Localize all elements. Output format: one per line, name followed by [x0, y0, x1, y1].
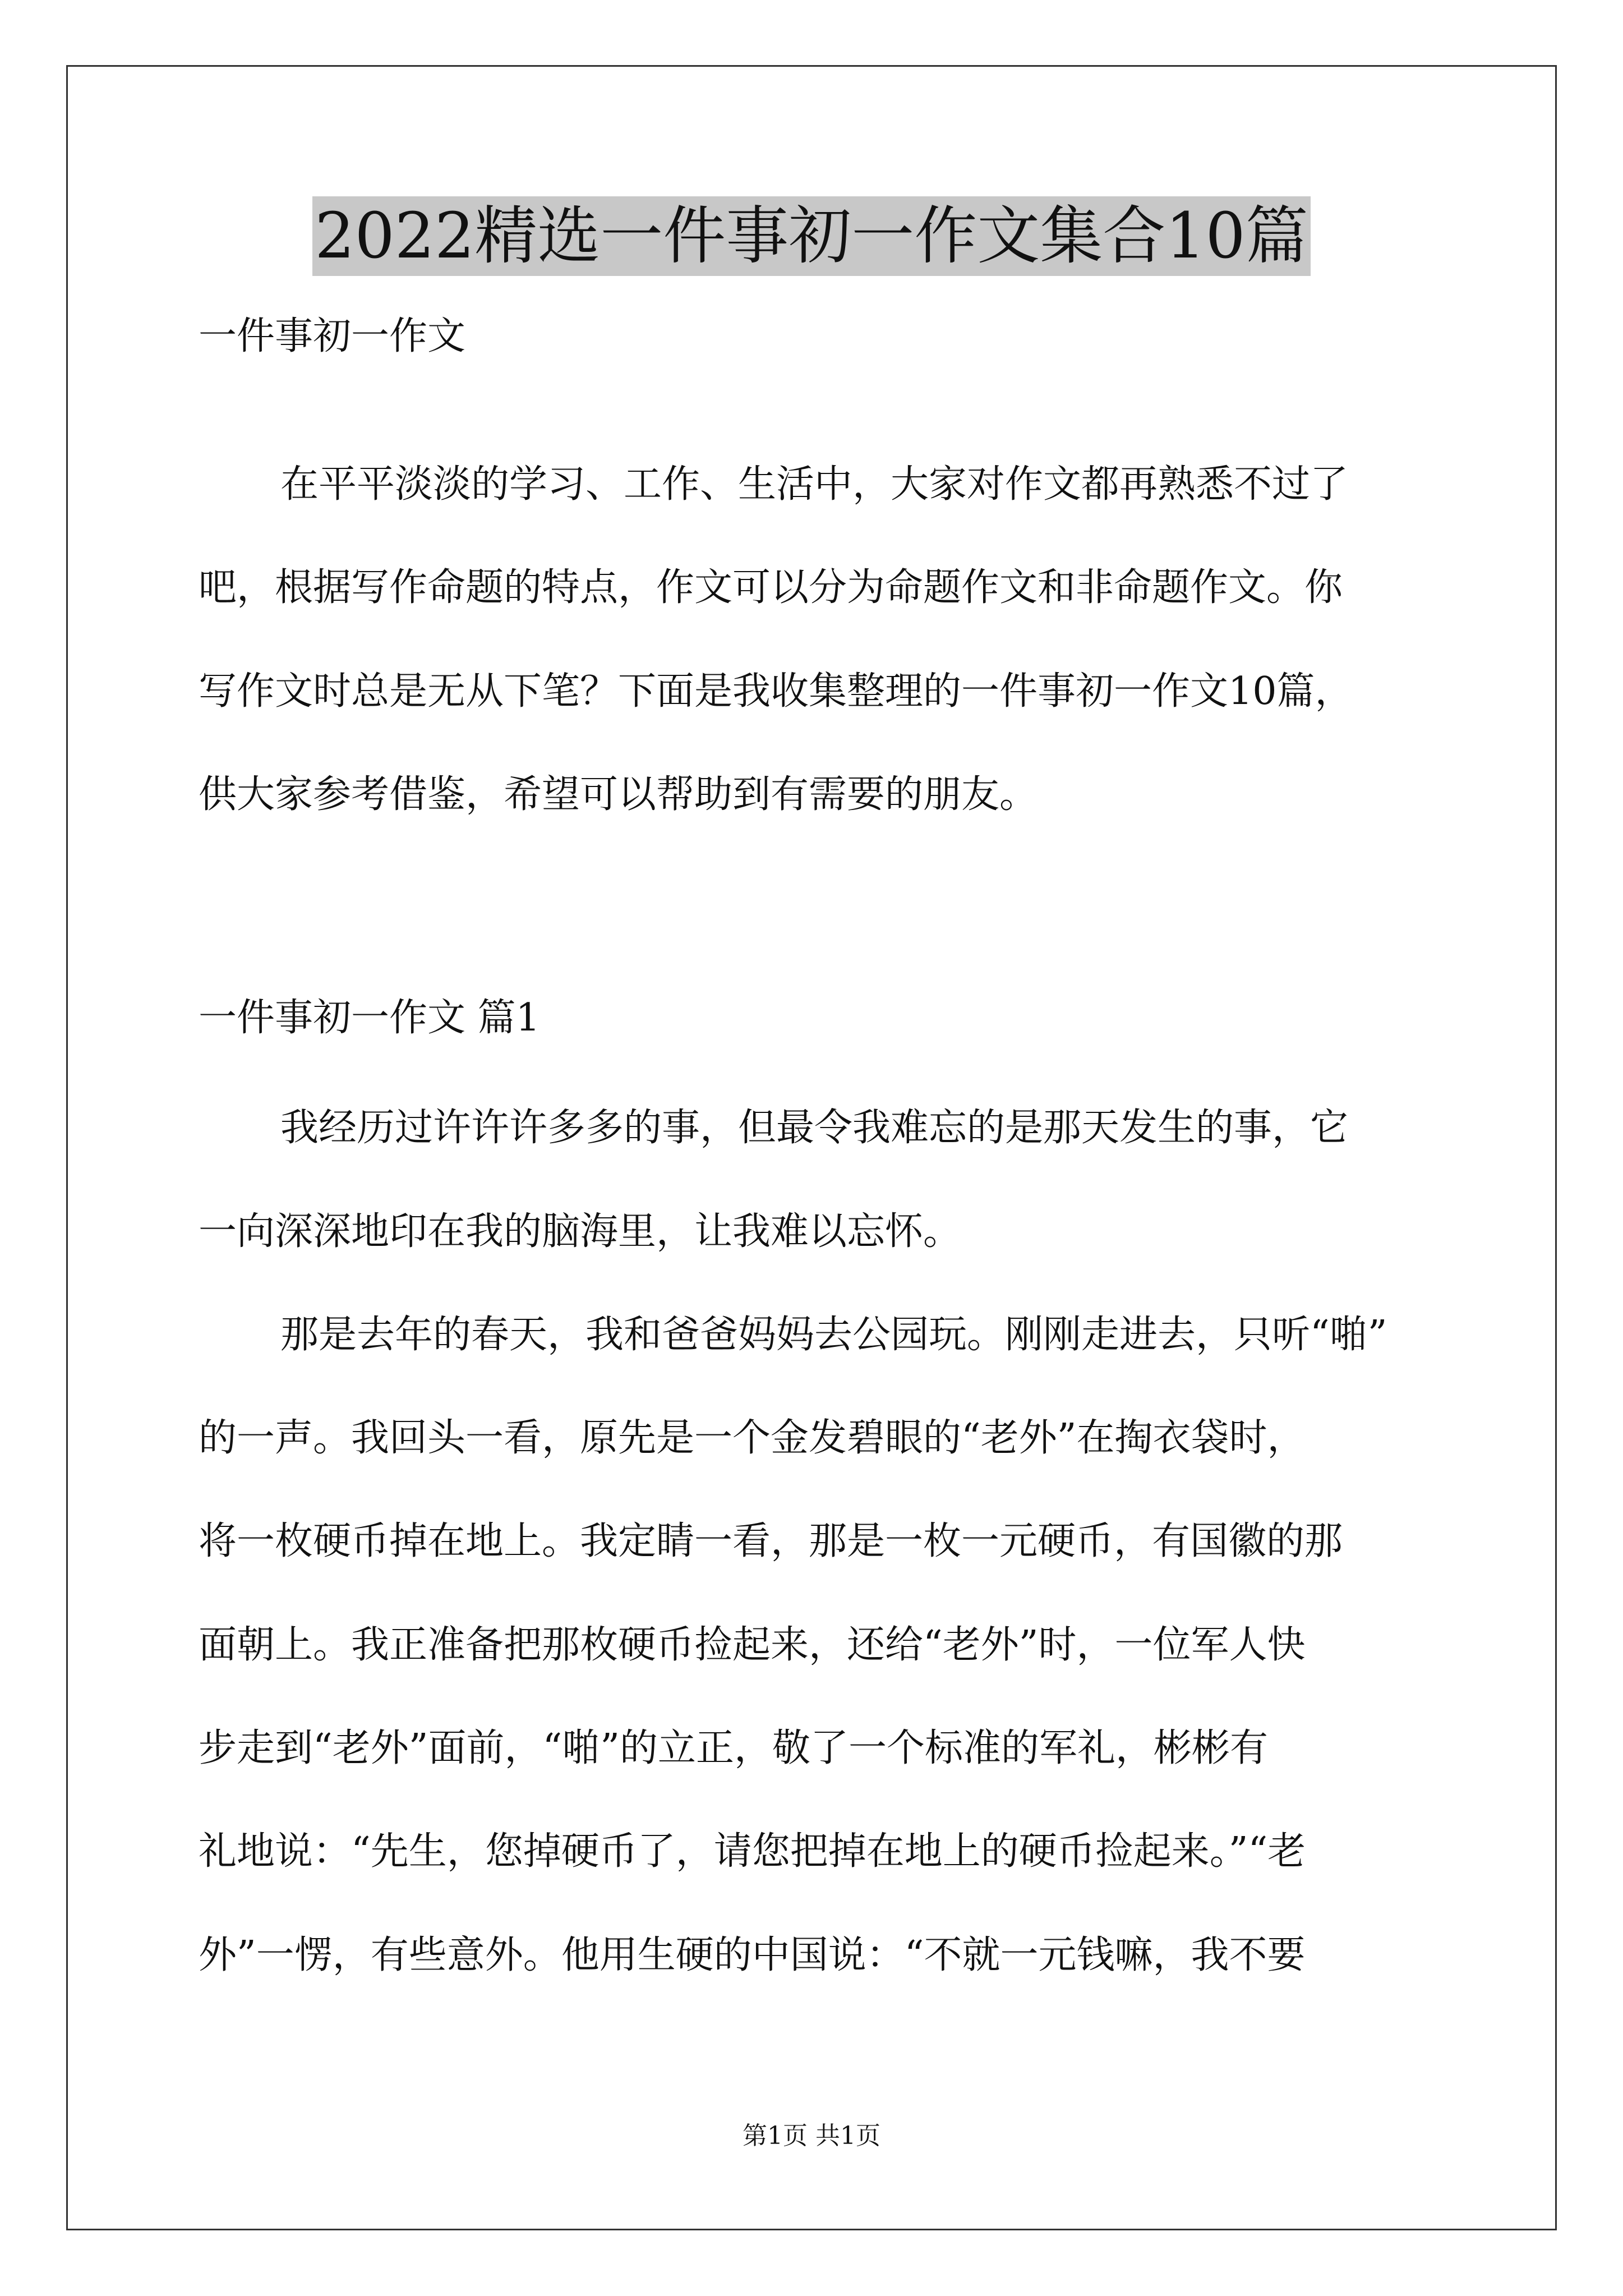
- paragraph-line: 在平平淡淡的学习、工作、生活中，大家对作文都再熟悉不过了: [280, 462, 1349, 507]
- paragraph-line: 礼地说：“先生，您掉硬币了，请您把掉在地上的硬币捡起来。”“老: [199, 1829, 1306, 1874]
- paragraph-line: 面朝上。我正准备把那枚硬币捡起来，还给“老外”时，一位军人快: [199, 1623, 1306, 1667]
- paragraph-line: 的一声。我回头一看，原先是一个金发碧眼的“老外”在掏衣袋时，: [199, 1416, 1306, 1460]
- page-footer: 第1页 共1页: [743, 2122, 880, 2150]
- document-title: 2022精选一件事初一作文集合10篇: [312, 196, 1311, 276]
- paragraph-line: 我经历过许许许多多的事，但最令我难忘的是那天发生的事，它: [280, 1106, 1349, 1150]
- paragraph-line: 供大家参考借鉴，希望可以帮助到有需要的朋友。: [199, 772, 1038, 817]
- paragraph-line: 一向深深地印在我的脑海里，让我难以忘怀。: [199, 1209, 962, 1254]
- title-container: [0, 196, 1623, 276]
- paragraph-line: 将一枚硬币掉在地上。我定睛一看，那是一枚一元硬币，有国徽的那: [199, 1519, 1343, 1563]
- paragraph-line: 步走到“老外”面前，“啪”的立正，敬了一个标准的军礼，彬彬有: [199, 1726, 1269, 1770]
- paragraph-line: 吧，根据写作命题的特点，作文可以分为命题作文和非命题作文。你: [199, 565, 1343, 610]
- section-heading: 一件事初一作文: [199, 314, 466, 358]
- paragraph-line: 那是去年的春天，我和爸爸妈妈去公园玩。刚刚走进去，只听“啪”: [280, 1313, 1387, 1357]
- paragraph-line: 写作文时总是无从下笔？下面是我收集整理的一件事初一作文10篇，: [199, 669, 1353, 714]
- section-heading: 一件事初一作文 篇1: [199, 996, 540, 1040]
- paragraph-line: 外”一愣，有些意外。他用生硬的中国说：“不就一元钱嘛，我不要: [199, 1933, 1306, 1977]
